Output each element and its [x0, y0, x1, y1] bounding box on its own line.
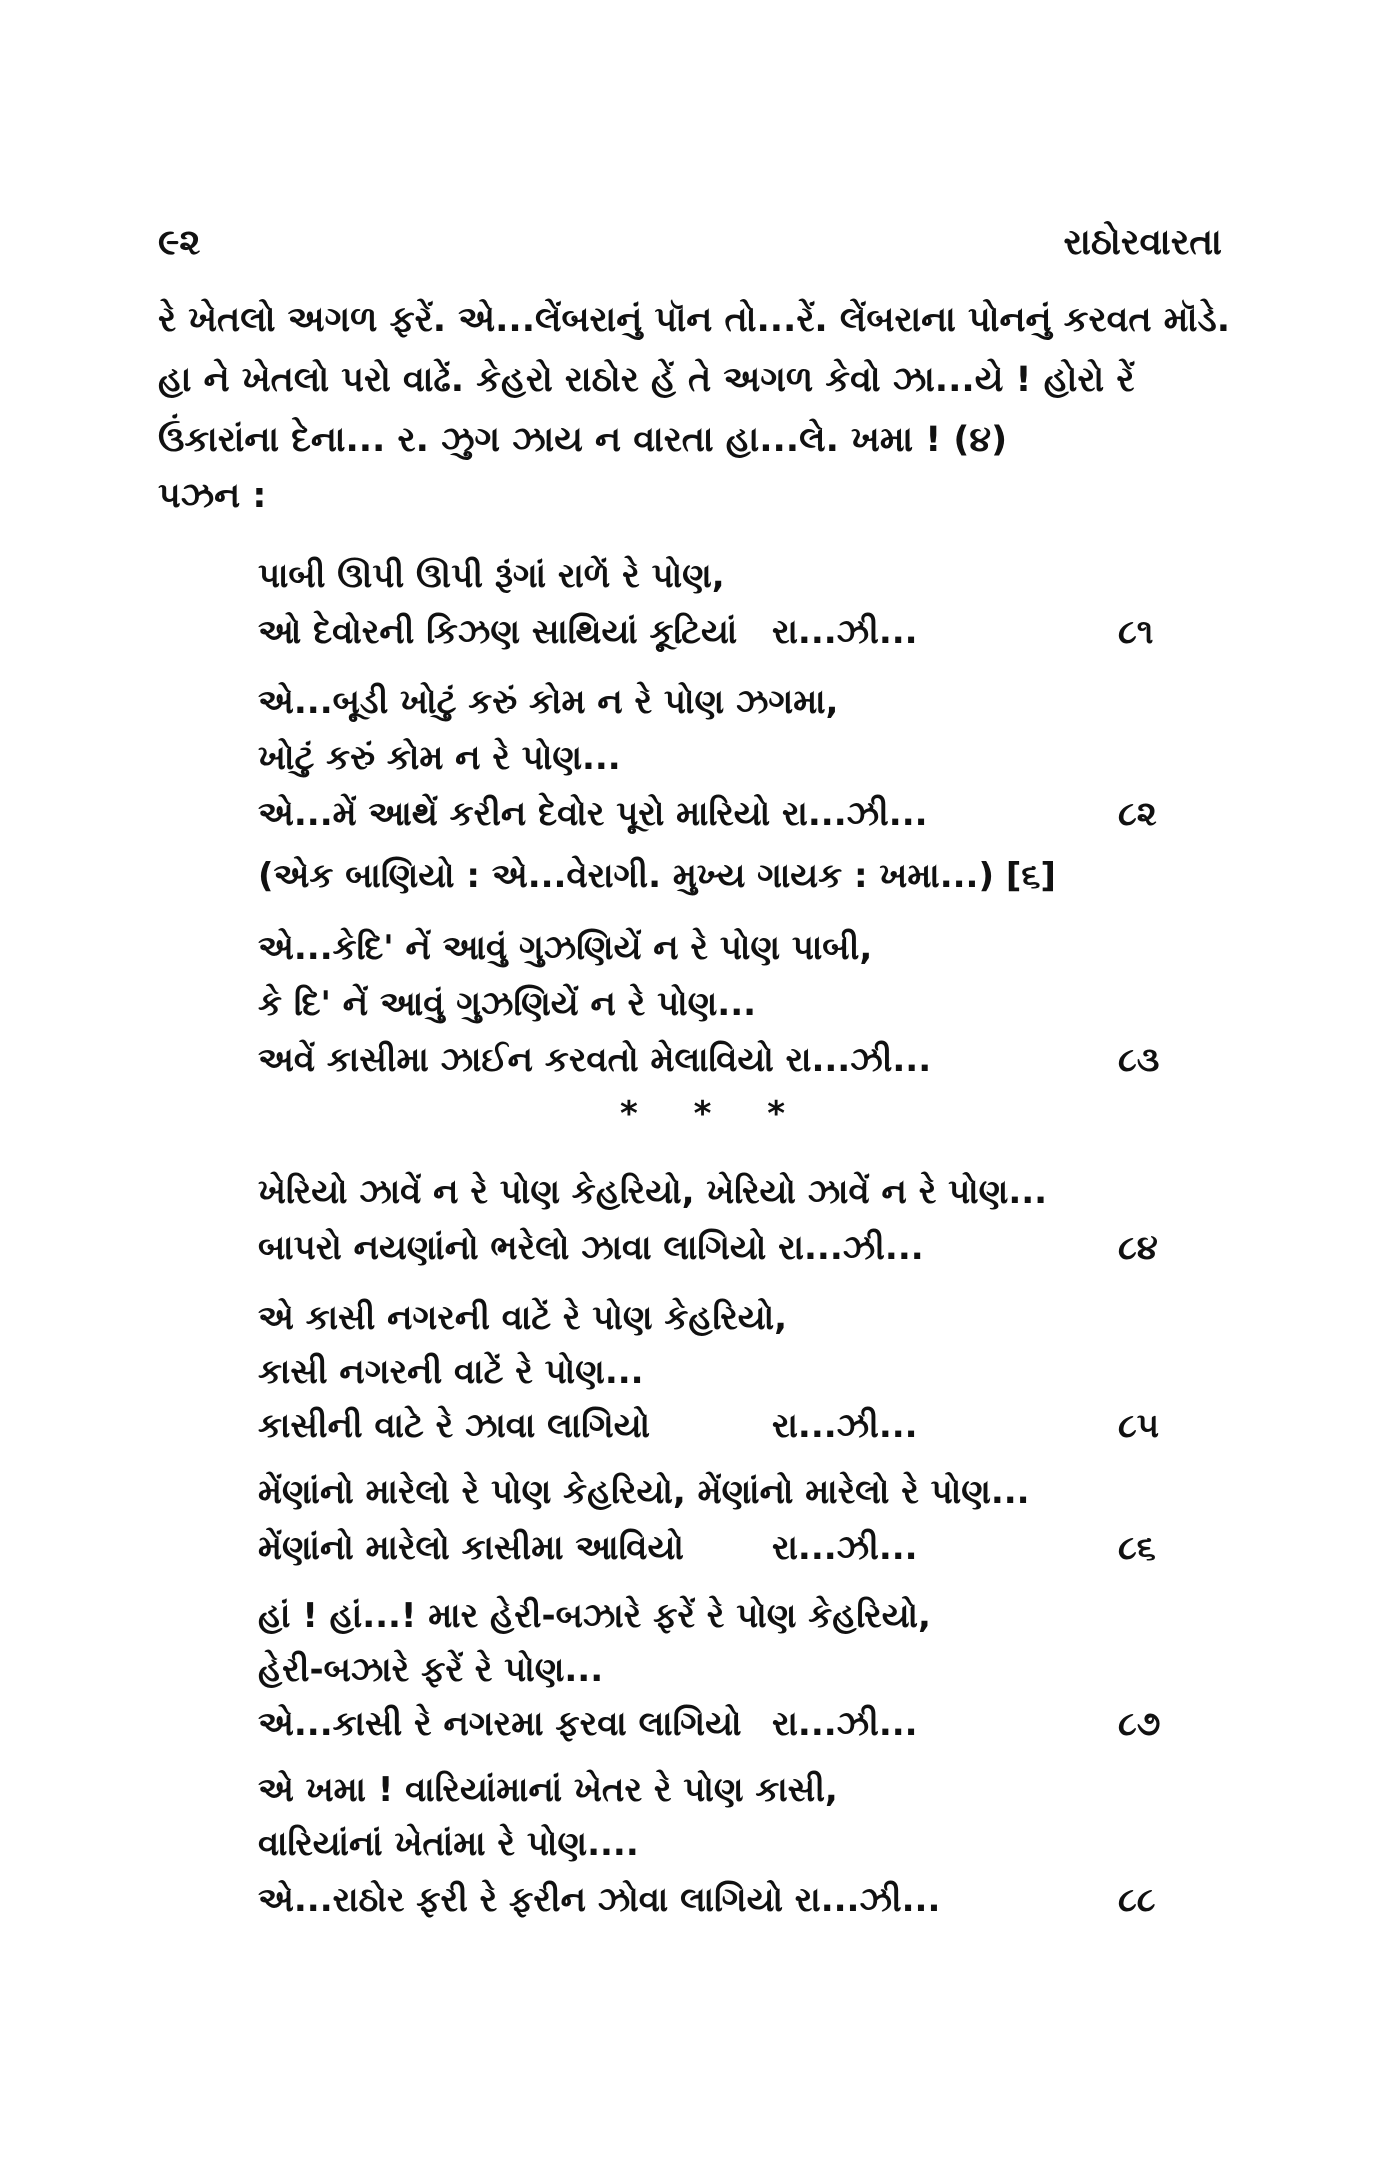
verse-number: ૮૪: [1118, 1228, 1158, 1268]
section-separator: * * *: [620, 1094, 808, 1134]
verse-refrain: રા...ઝી...: [772, 1406, 918, 1446]
verse-line: ઓ દેવોરની કિઝણ સાથિયાં કૂટિયાં: [258, 612, 738, 652]
verse-refrain: રા...ઝી...: [772, 612, 918, 652]
prose-line: હા ને ખેતલો પરો વાઢેં. કેહરો રાઠોર હેં તે અગળ કેવો ઝા...યે ! હોરો રેં: [158, 360, 1135, 400]
verse-number: ૮૧: [1118, 612, 1154, 652]
verse-line: કાસી નગરની વાટેં રે પોણ...: [258, 1352, 644, 1392]
verse-refrain: રા...ઝી...: [772, 1704, 918, 1744]
running-title: રાઠોરવારતા: [1063, 222, 1222, 263]
verse-line: અવેં કાસીમા ઝાઈન કરવતો મેલાવિયો રા...ઝી...: [258, 1040, 932, 1080]
verse-line: ખેરિયો ઝાવેં ન રે પોણ કેહરિયો, ખેરિયો ઝાવેં ન રે પોણ...: [258, 1172, 1048, 1212]
verse-number: ૮૬: [1118, 1528, 1156, 1568]
verse-line: ખોટું કરું કોમ ન રે પોણ...: [258, 738, 621, 778]
verse-number: ૮૨: [1118, 794, 1157, 834]
verse-line: હેરી-બઝારે ફરેં રે પોણ...: [258, 1650, 604, 1690]
verse-line: મેંણાંનો મારેલો કાસીમા આવિયો: [258, 1528, 684, 1568]
verse-line: વારિયાંનાં ખેતાંમા રે પોણ....: [258, 1824, 639, 1864]
verse-line: કે દિ' નેં આવું ગુઝણિયેં ન રે પોણ...: [258, 984, 757, 1024]
prose-line: ઉંકારાંના દેના... ર. ઝુગ ઝાય ન વારતા હા...લે. ખમા ! (૪): [158, 420, 1008, 460]
verse-line: મેંણાંનો મારેલો રે પોણ કેહરિયો, મેંણાંનો મારેલો રે પોણ...: [258, 1472, 1030, 1512]
verse-line: કાસીની વાટે રે ઝાવા લાગિયો: [258, 1406, 651, 1446]
verse-line: હાં ! હાં...! માર હેરી-બઝારે ફરેં રે પોણ કેહરિયો,: [258, 1596, 931, 1636]
verse-number: ૮૩: [1118, 1040, 1160, 1080]
verse-line: એ...કેદિ' નેં આવું ગુઝણિયેં ન રે પોણ પાબી,: [258, 928, 873, 968]
prose-line: રે ખેતલો અગળ ફરેં. એ...લેંબરાનું પૉન તો...રેં. લેંબરાના પોનનું કરવત મૉડે.: [158, 300, 1231, 340]
verse-line: એ...રાઠોર ફરી રે ફરીન ઝોવા લાગિયો રા...ઝી...: [258, 1880, 941, 1920]
verse-line: એ...બૂડી ખોટું કરું કોમ ન રે પોણ ઝગમા,: [258, 682, 839, 722]
verse-refrain: રા...ઝી...: [772, 1528, 918, 1568]
verse-line: એ કાસી નગરની વાટેં રે પોણ કેહરિયો,: [258, 1298, 788, 1338]
verse-line: એ ખમા ! વારિયાંમાનાં ખેતર રે પોણ કાસી,: [258, 1770, 838, 1810]
verse-number: ૮૮: [1118, 1880, 1156, 1920]
verse-line: બાપરો નયણાંનો ભરેલો ઝાવા લાગિયો રા...ઝી...: [258, 1228, 924, 1268]
performer-note: (એક બાણિયો : એ...વેરાગી. મુખ્ય ગાયક : ખમા...) [૬]: [258, 856, 1056, 896]
verse-line: એ...મેં આથેં કરીન દેવોર પૂરો મારિયો રા...ઝી...: [258, 794, 928, 834]
verse-number: ૮૭: [1118, 1704, 1161, 1744]
verse-line: એ...કાસી રે નગરમા ફરવા લાગિયો: [258, 1704, 742, 1744]
verse-number: ૮૫: [1118, 1406, 1160, 1446]
page-number: ૯૨: [158, 222, 201, 263]
verse-line: પાબી ઊપી ઊપી રૂંગાં રાળેં રે પોણ,: [258, 556, 725, 596]
section-label: પઝન :: [158, 476, 267, 516]
